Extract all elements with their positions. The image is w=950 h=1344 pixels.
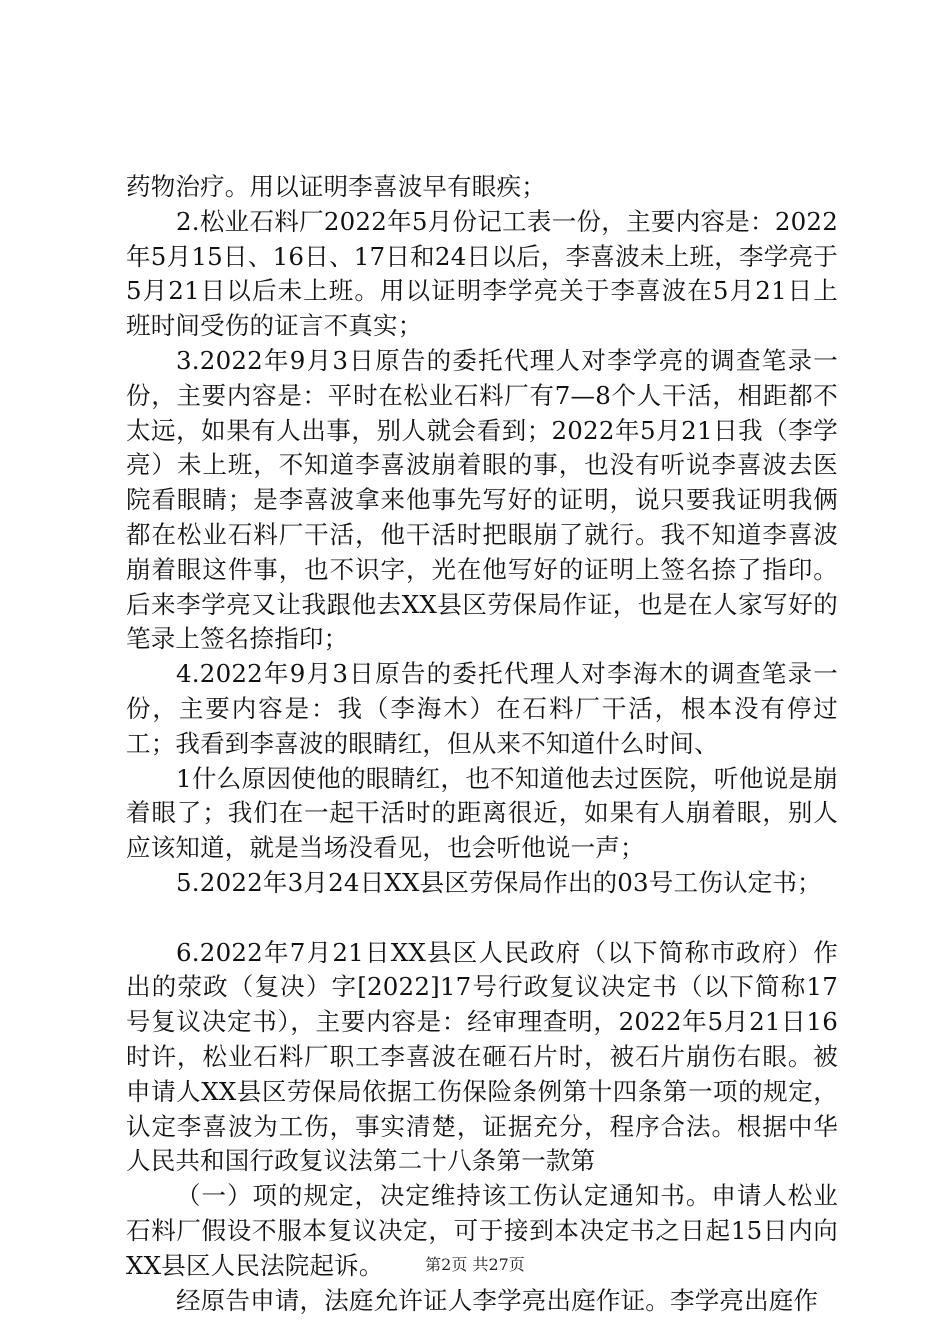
paragraph-item-4-continued: 1什么原因使他的眼睛红，也不知道他去过医院，听他说是崩着眼了；我们在一起干活时的距离很近，如果有人崩着眼，别人应该知道，就是当场没看见，也会听他说一声；: [126, 763, 838, 863]
paragraph-item-6-continued: （一）项的规定，决定维持该工伤认定通知书。申请人松业石料厂假设不服本复议决定，可于接到本决定书之日起15日内向XX县区人民法院起诉。: [126, 1181, 838, 1280]
paragraph-item-2: 2.松业石料厂2022年5月份记工表一份，主要内容是：2022年5月15日、16日、17日和24日以后，李喜波未上班，李学亮于5月21日以后未上班。用以证明李学亮关于李喜波在5月21日上班时间受伤的证言不真实；: [126, 206, 838, 341]
paragraph-item-4: 4.2022年9月3日原告的委托代理人对李海木的调查笔录一份，主要内容是：我（李海木）在石料厂干活，根本没有停过工；我看到李喜波的眼睛红，但从来不知道什么时间、: [126, 659, 838, 758]
paragraph-item-5: 5.2022年3月24日XX县区劳保局作出的03号工伤认定书；: [176, 867, 822, 897]
document-body: [126, 170, 838, 1318]
page-number: 第2页 共27页: [425, 1255, 525, 1274]
paragraph-item-6: 6.2022年7月21日XX县区人民政府（以下简称市政府）作出的荥政（复决）字[2022]17号行政复议决定书（以下简称17号复议决定书），主要内容是：经审理查明，2022年5月21日16时许，松业石料厂职工李喜波在砸石片时，被石片崩伤右眼。被申请人XX县区劳保局依据工伤保险条例第十四条第一项的规定，认定李喜波为工伤，事实清楚，证据充分，程序合法。根据中华人民共和国行政复议法第二十八条第一款第: [126, 937, 838, 1176]
paragraph-continuation: 药物治疗。用以证明李喜波早有眼疾；: [126, 172, 546, 201]
paragraph-witness: 经原告申请，法庭允许证人李学亮出庭作证。李学亮出庭作: [176, 1285, 819, 1315]
blank-line: [126, 901, 838, 936]
paragraph-item-3: 3.2022年9月3日原告的委托代理人对李学亮的调查笔录一份，主要内容是：平时在松业石料厂有7—8个人干活，相距都不太远，如果有人出事，别人就会看到；2022年5月21日我（李学亮）未上班，不知道李喜波崩着眼的事，也没有听说李喜波去医院看眼睛；是李喜波拿来他事先写好的证明，说只要我证明我俩都在松业石料厂干活，他干活时把眼崩了就行。我不知道李喜波崩着眼这件事，也不识字，光在他写好的证明上签名捺了指印。后来李学亮又让我跟他去XX县区劳保局作证，也是在人家写好的笔录上签名捺指印；: [126, 345, 838, 654]
page-footer: [0, 1252, 950, 1275]
